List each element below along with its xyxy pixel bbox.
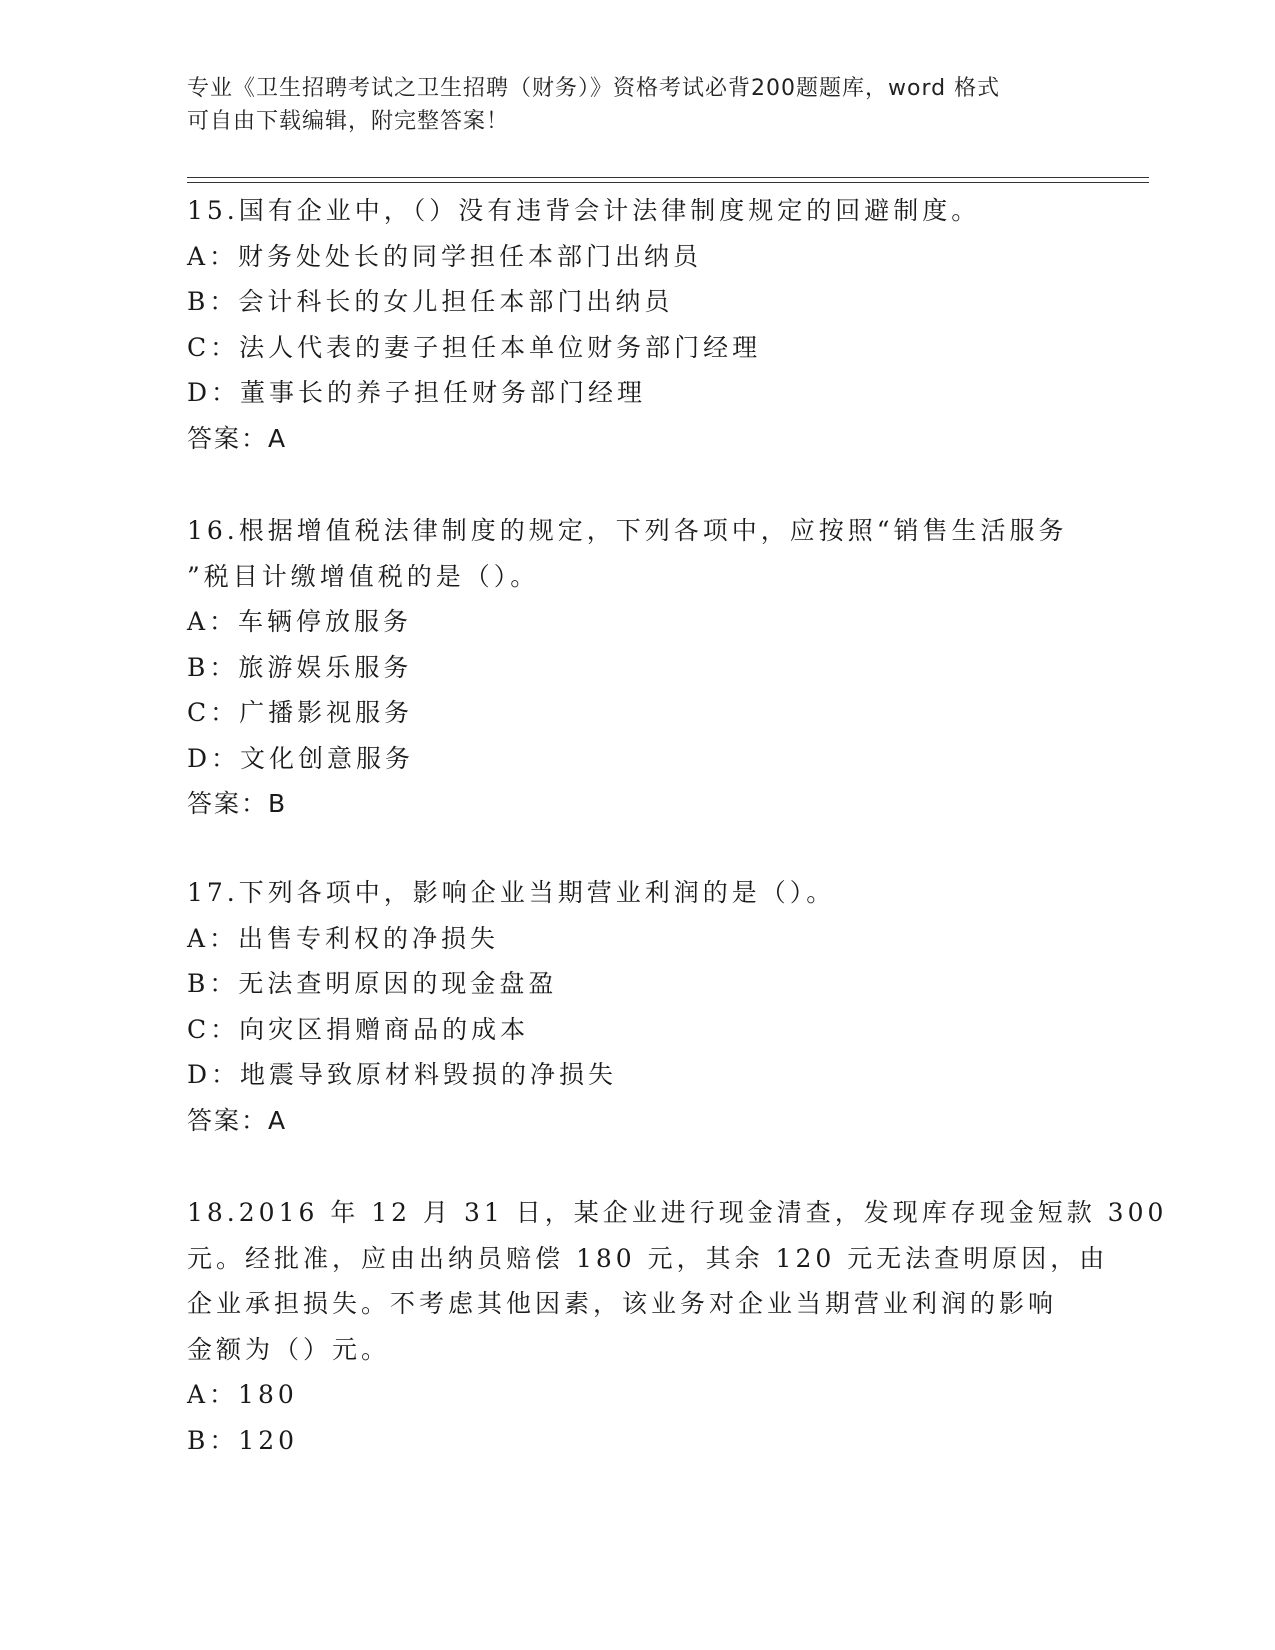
answer-line: 答案：A [187,423,288,453]
option-b: B：旅游娱乐服务 [187,652,413,682]
option-d: D：董事长的养子担任财务部门经理 [187,378,647,407]
option-d: D：地震导致原材料毁损的净损失 [187,1060,618,1089]
header-line-1: 专业《卫生招聘考试之卫生招聘（财务）》资格考试必背200题题库，word 格式 [187,76,1001,101]
question-stem-continued: 元。经批准，应由出纳员赔偿 180 元，其余 120 元无法查明原因，由 [187,1243,1109,1273]
option-a: A：车辆停放服务 [187,607,413,636]
question-16 [187,508,1087,827]
option-b: B：会计科长的女儿担任本部门出纳员 [187,287,674,316]
option-a: A：财务处处长的同学担任本部门出纳员 [187,241,703,271]
question-18 [187,1190,1168,1463]
question-stem: 15.国有企业中，（）没有违背会计法律制度规定的回避制度。 [187,196,981,225]
document-header [187,72,1067,138]
option-c: C：广播影视服务 [187,698,414,727]
question-15 [187,188,1087,461]
option-a: A：180 [187,1380,298,1409]
question-17 [187,870,1087,1143]
option-a: A：出售专利权的净损失 [187,923,500,953]
header-divider-top [187,177,1149,178]
option-b: B：无法查明原因的现金盘盈 [187,969,558,998]
option-c: C：向灾区捐赠商品的成本 [187,1014,530,1044]
question-stem: 18.2016 年 12 月 31 日，某企业进行现金清查，发现库存现金短款 300 [187,1198,1168,1227]
question-stem-continued: 企业承担损失。不考虑其他因素，该业务对企业当期营业利润的影响 [187,1289,1058,1318]
header-line-2: 可自由下载编辑，附完整答案！ [187,109,510,134]
question-stem-continued: 金额为（）元。 [187,1334,391,1364]
answer-line: 答案：B [187,789,288,818]
question-stem: 17.下列各项中，影响企业当期营业利润的是（）。 [187,878,836,907]
question-stem-continued: ”税目计缴增值税的是（）。 [187,561,540,591]
answer-line: 答案：A [187,1105,288,1135]
option-b: B：120 [187,1425,299,1455]
option-d: D：文化创意服务 [187,743,415,773]
header-divider-bottom [187,182,1149,183]
option-c: C：法人代表的妻子担任本单位财务部门经理 [187,332,762,362]
question-stem: 16.根据增值税法律制度的规定，下列各项中，应按照“销售生活服务 [187,516,1068,545]
